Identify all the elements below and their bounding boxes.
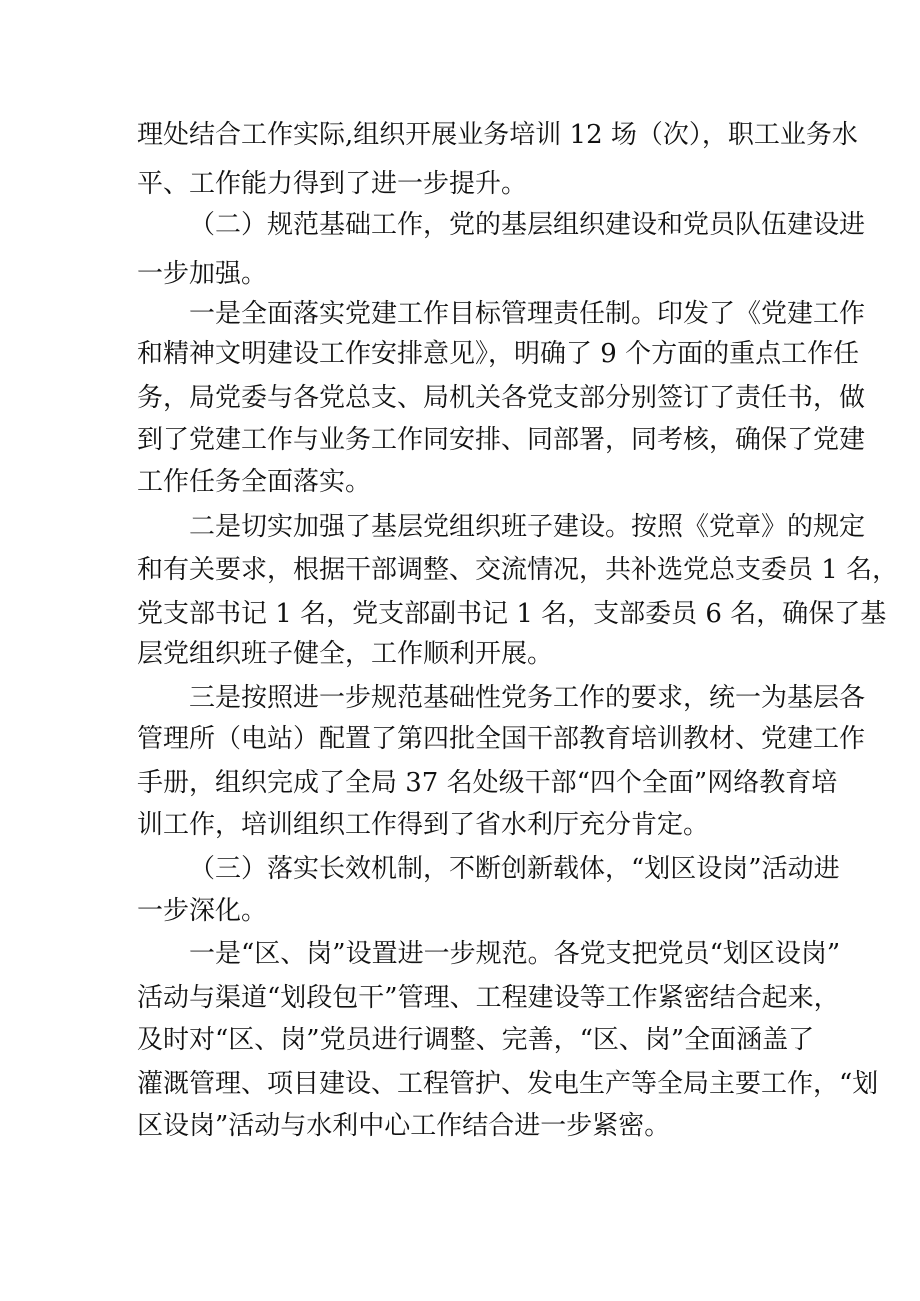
text-line-9: 工作任务全面落实。 (137, 467, 372, 497)
text-line-22: 及时对“区、岗”党员进行调整、完善，“区、岗”全面涵盖了 (137, 1025, 815, 1055)
text-line-19: 一步深化。 (137, 896, 268, 926)
text-line-6: 和精神文明建设工作安排意见》，明确了 9 个方面的重点工作任 (137, 339, 860, 369)
text-line-20: 一是“区、岗”设置进一步规范。各党支把党员“划区设岗” (189, 939, 841, 969)
text-line-14: 三是按照进一步规范基础性党务工作的要求，统一为基层各 (189, 683, 866, 713)
section-heading-3: （三）落实长效机制，不断创新载体，“划区设岗”活动进 (189, 854, 840, 884)
text-line-11: 和有关要求，根据干部调整、交流情况，共补选党总支委员 1 名， (137, 555, 899, 585)
text-line-21: 活动与渠道“划段包干”管理、工程建设等工作紧密结合起来， (137, 983, 840, 1013)
text-line-1: 理处结合工作实际,组织开展业务培训 12 场（次），职工业务水 (137, 120, 858, 150)
text-line-2: 平、工作能力得到了进一步提升。 (137, 169, 528, 199)
text-line-5: 一是全面落实党建工作目标管理责任制。印发了《党建工作 (189, 299, 866, 329)
text-line-4: 一步加强。 (137, 259, 268, 289)
text-line-12: 党支部书记 1 名，党支部副书记 1 名，支部委员 6 名，确保了基 (137, 599, 887, 629)
text-line-7: 务，局党委与各党总支、局机关各党支部分别签订了责任书，做 (137, 383, 866, 413)
text-line-10: 二是切实加强了基层党组织班子建设。按照《党章》的规定 (189, 512, 866, 542)
section-heading-2: （二）规范基础工作，党的基层组织建设和党员队伍建设进 (189, 210, 866, 240)
text-line-8: 到了党建工作与业务工作同安排、同部署，同考核，确保了党建 (137, 425, 866, 455)
text-line-23: 灌溉管理、项目建设、工程管护、发电生产等全局主要工作，“划 (137, 1069, 879, 1099)
text-line-24: 区设岗”活动与水利中心工作结合进一步紧密。 (137, 1111, 671, 1141)
text-line-16: 手册，组织完成了全局 37 名处级干部“四个全面”网络教育培 (137, 768, 838, 798)
text-line-13: 层党组织班子健全，工作顺利开展。 (137, 639, 554, 669)
text-line-15: 管理所（电站）配置了第四批全国干部教育培训教材、党建工作 (137, 724, 866, 754)
text-line-17: 训工作，培训组织工作得到了省水利厅充分肯定。 (137, 810, 710, 840)
